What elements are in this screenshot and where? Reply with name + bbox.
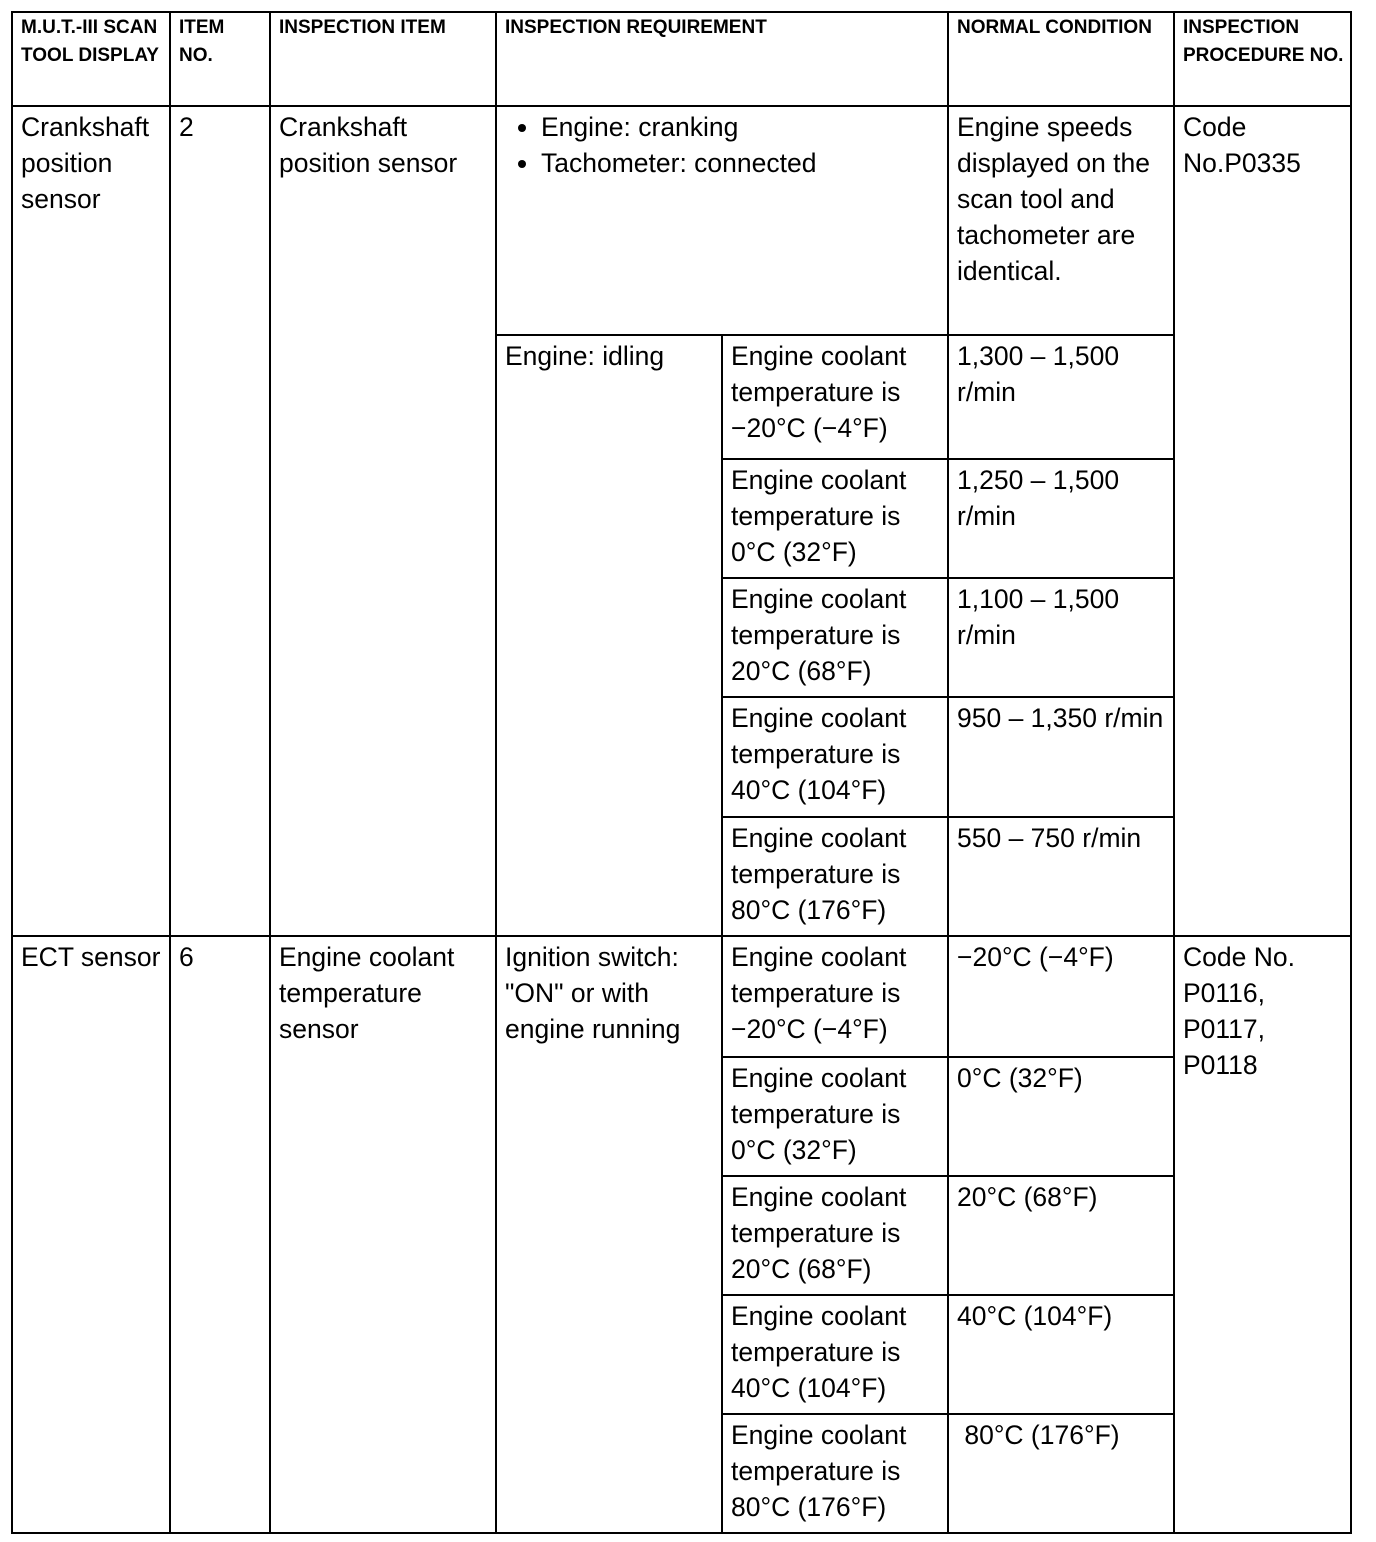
header-procedure-no: INSPECTION PROCEDURE NO. xyxy=(1174,12,1351,106)
crank-condition: Engine coolant temperature is 40°C (104°F) xyxy=(722,697,948,817)
inspection-table xyxy=(11,11,1352,1534)
ect-normal: 0°C (32°F) xyxy=(948,1057,1174,1176)
crank-condition: Engine coolant temperature is 80°C (176°F) xyxy=(722,817,948,936)
ect-condition: Engine coolant temperature is 20°C (68°F) xyxy=(722,1176,948,1295)
ect-normal: −20°C (−4°F) xyxy=(948,936,1174,1057)
ect-inspection-item: Engine coolant temperature sensor xyxy=(270,936,496,1533)
ect-condition: Engine coolant temperature is 0°C (32°F) xyxy=(722,1057,948,1176)
requirement-list xyxy=(505,109,941,181)
list-item: • Engine: cranking xyxy=(541,109,941,145)
table-row xyxy=(12,936,1351,1057)
ect-normal: 80°C (176°F) xyxy=(948,1414,1174,1533)
ect-display: ECT sensor xyxy=(12,936,170,1533)
ect-condition: Engine coolant temperature is 80°C (176°F) xyxy=(722,1414,948,1533)
ect-requirement: Ignition switch: "ON" or with engine running xyxy=(496,936,722,1533)
header-scan-tool-display: M.U.T.-III SCAN TOOL DISPLAY xyxy=(12,12,170,106)
ect-condition: Engine coolant temperature is 40°C (104°F) xyxy=(722,1295,948,1414)
crank-normal: 550 – 750 r/min xyxy=(948,817,1174,936)
crank-condition: Engine coolant temperature is −20°C (−4°F) xyxy=(722,335,948,459)
crank-condition: Engine coolant temperature is 0°C (32°F) xyxy=(722,459,948,578)
ect-item-no: 6 xyxy=(170,936,270,1533)
crank-condition: Engine coolant temperature is 20°C (68°F) xyxy=(722,578,948,697)
crank-item-no: 2 xyxy=(170,106,270,936)
header-row xyxy=(12,12,1351,106)
crank-normal: 1,250 – 1,500 r/min xyxy=(948,459,1174,578)
crank-cranking-requirement xyxy=(496,106,948,335)
list-item: • Tachometer: connected xyxy=(541,145,941,181)
ect-procedure: Code No. P0116, P0117, P0118 xyxy=(1174,936,1351,1533)
ect-condition: Engine coolant temperature is −20°C (−4°F) xyxy=(722,936,948,1057)
crank-normal: 950 – 1,350 r/min xyxy=(948,697,1174,817)
crank-idle-requirement: Engine: idling xyxy=(496,335,722,936)
crank-inspection-item: Crankshaft position sensor xyxy=(270,106,496,936)
header-normal-condition: NORMAL CONDITION xyxy=(948,12,1174,106)
crank-normal: 1,100 – 1,500 r/min xyxy=(948,578,1174,697)
table-row xyxy=(12,106,1351,335)
crank-procedure: Code No.P0335 xyxy=(1174,106,1351,936)
ect-normal: 20°C (68°F) xyxy=(948,1176,1174,1295)
crank-normal: 1,300 – 1,500 r/min xyxy=(948,335,1174,459)
header-item-no: ITEM NO. xyxy=(170,12,270,106)
crank-cranking-normal: Engine speeds displayed on the scan tool and tachometer are identical. xyxy=(948,106,1174,335)
header-inspection-requirement: INSPECTION REQUIREMENT xyxy=(496,12,948,106)
ect-normal: 40°C (104°F) xyxy=(948,1295,1174,1414)
crank-display: Crankshaft position sensor xyxy=(12,106,170,936)
header-inspection-item: INSPECTION ITEM xyxy=(270,12,496,106)
